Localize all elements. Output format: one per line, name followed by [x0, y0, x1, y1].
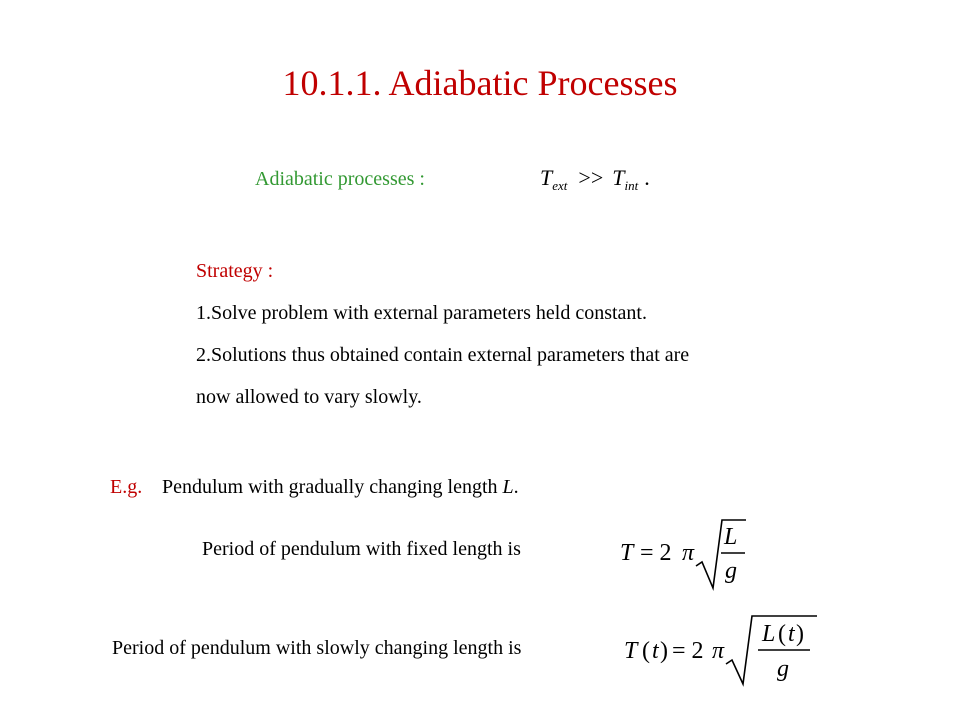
- formula-equals-two: = 2: [640, 540, 672, 566]
- formula-denominator-g: g: [777, 656, 789, 682]
- numerator-close-paren: ): [796, 621, 804, 647]
- example-description: Pendulum with gradually changing length: [162, 476, 503, 498]
- adiabatic-processes-label: Adiabatic processes :: [255, 168, 425, 190]
- formula-numerator-L: L: [724, 524, 738, 550]
- formula-pi: π: [682, 540, 695, 566]
- t-int-symbol: T: [612, 165, 625, 190]
- formula-T: T: [620, 540, 634, 566]
- formula-numerator-L: L: [762, 621, 776, 647]
- formula-equals-two: = 2: [672, 638, 704, 664]
- int-subscript: int: [624, 178, 639, 193]
- formula-t-argument: t: [652, 638, 659, 664]
- open-paren: (: [642, 638, 650, 664]
- ext-subscript: ext: [552, 178, 568, 193]
- length-variable: L: [502, 476, 514, 498]
- formula-T: T: [624, 638, 638, 664]
- close-paren: ): [660, 638, 668, 664]
- square-root-sign: [696, 520, 746, 588]
- much-greater-operator: >>: [578, 165, 604, 190]
- adiabatic-condition: [540, 165, 650, 191]
- formula-denominator-g: g: [725, 558, 737, 584]
- formula-pi: π: [712, 638, 725, 664]
- strategy-step-2: 2.Solutions thus obtained contain external parameters that are: [196, 344, 690, 366]
- slide-title: 10.1.1. Adiabatic Processes: [282, 63, 678, 103]
- fixed-period-formula: [618, 516, 748, 592]
- t-ext-symbol: T: [540, 165, 553, 190]
- example-prefix: E.g.: [110, 476, 143, 498]
- example-period: .: [513, 476, 519, 498]
- numerator-open-paren: (: [778, 621, 786, 647]
- changing-length-text: Period of pendulum with slowly changing length is: [112, 637, 522, 659]
- strategy-step-2-continued: now allowed to vary slowly.: [196, 386, 422, 408]
- formula-numerator-t: t: [788, 621, 795, 647]
- example-text: [162, 476, 519, 499]
- changing-period-formula: [622, 612, 822, 688]
- strategy-label: Strategy :: [196, 260, 274, 282]
- strategy-step-1: 1.Solve problem with external parameters held constant.: [196, 302, 647, 324]
- condition-period: .: [644, 165, 650, 190]
- fixed-length-text: Period of pendulum with fixed length is: [202, 538, 521, 560]
